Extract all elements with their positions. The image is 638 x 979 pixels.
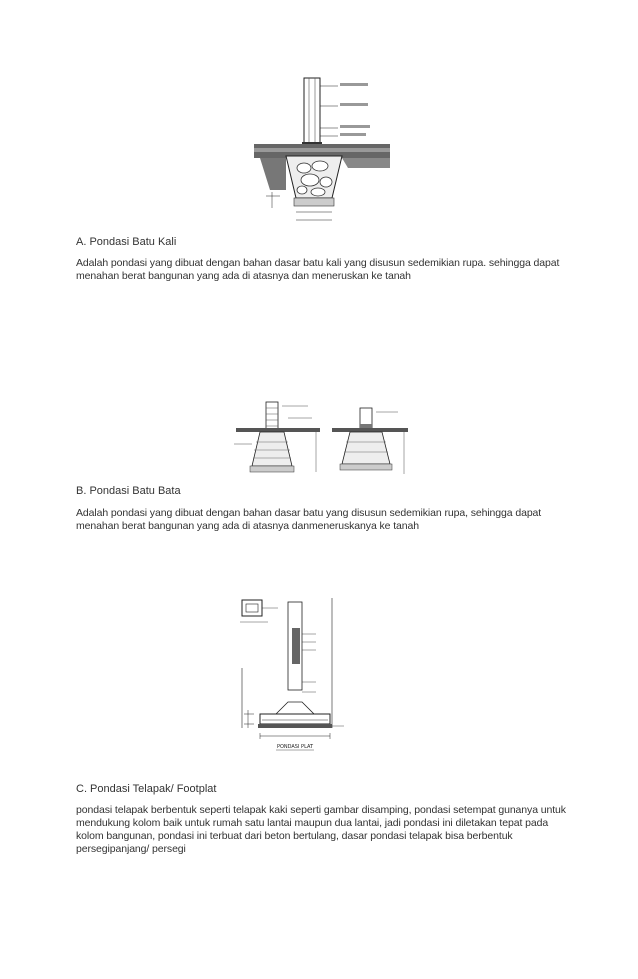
footplat-label: PONDASI PLAT [276,744,314,750]
section-b-heading: B. Pondasi Batu Bata [76,485,181,497]
batu-kali-diagram [252,72,392,232]
section-a-heading: A. Pondasi Batu Kali [76,236,177,248]
section-b-paragraph: Adalah pondasi yang dibuat dengan bahan dasar batu yang disusun sedemikian rupa, sehingga dapat menahan berat bangunan yang ada di atasnya danmeneruskanya ke tanah [76,507,542,532]
section-c-heading: C. Pondasi Telapak/ Footplat [76,783,217,795]
section-a-paragraph: Adalah pondasi yang dibuat dengan bahan dasar batu kali yang disusun sedemikian rupa. sehingga dapat menahan berat bangunan yang ada di atasnya dan meneruskan ke tanah [76,257,560,282]
section-c-paragraph: pondasi telapak berbentuk seperti telapak kaki seperti gambar disamping, pondasi setempat gunanya untuk mendukung kolom baik untuk rumah satu lantai maupun dua lantai, jadi pondasi ini diletakan tepat pada kolom bangunan, pondasi ini terbuat dari beton bertulang, dasar pondasi telapak bisa berbentuk persegipanjang/ persegi [76,804,566,855]
footplat-diagram [232,592,382,768]
batu-bata-diagram [232,398,410,482]
